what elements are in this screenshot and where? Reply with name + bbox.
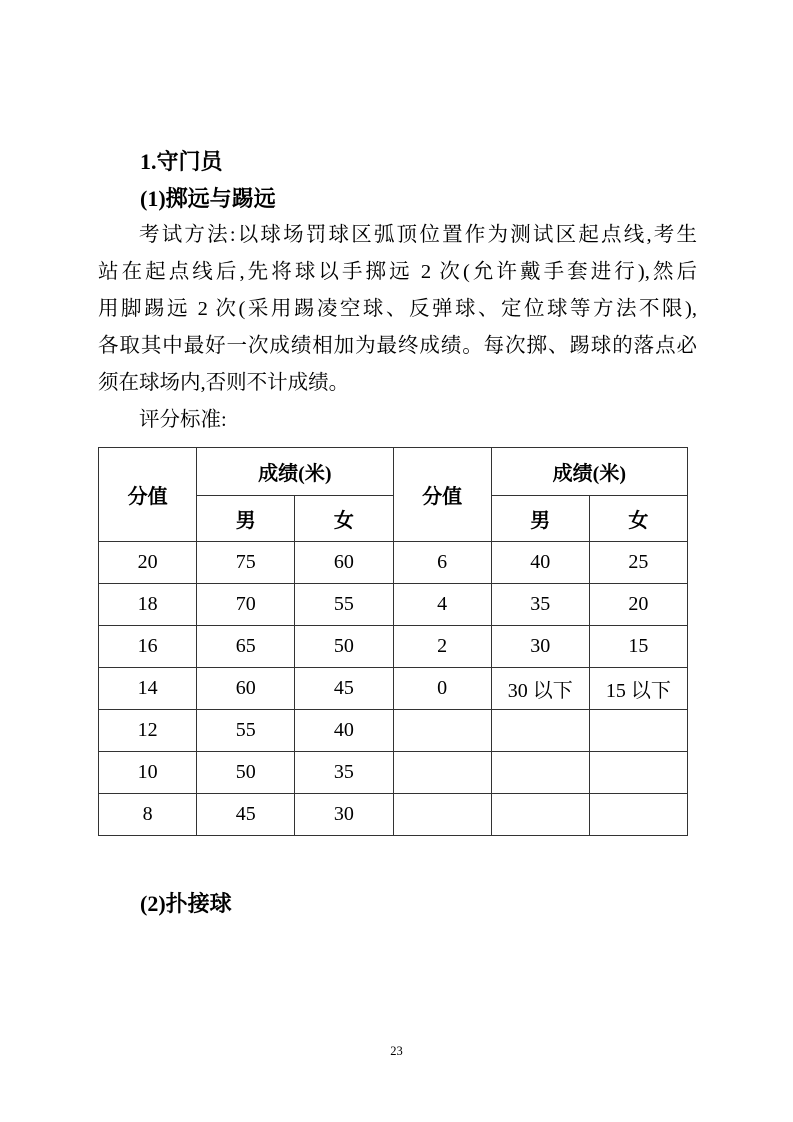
table-cell: 8 [99,794,197,836]
header-cell-male-right: 男 [491,496,589,542]
section-title-goalkeeper: 1.守门员 [140,149,223,174]
table-cell: 50 [197,752,295,794]
table-cell: 4 [393,584,491,626]
table-cell: 60 [197,668,295,710]
table-cell [589,794,687,836]
table-cell: 55 [197,710,295,752]
table-cell: 14 [99,668,197,710]
table-cell: 15 以下 [589,668,687,710]
method-line-3: 用脚踢远 2 次(采用踢凌空球、反弹球、定位球等方法不限), [98,298,697,320]
method-paragraph [98,217,697,402]
table-cell: 75 [197,542,295,584]
table-row [99,626,688,668]
method-line-5: 须在球场内,否则不计成绩。 [98,372,350,394]
header-cell-female-left: 女 [295,496,393,542]
table-cell: 60 [295,542,393,584]
table-header-row-1 [99,448,688,496]
header-cell-result-right: 成绩(米) [491,448,687,496]
header-cell-male-left: 男 [197,496,295,542]
table-cell [491,710,589,752]
table-cell: 2 [393,626,491,668]
table-cell: 55 [295,584,393,626]
page-number: 23 [390,1044,403,1058]
table-cell: 16 [99,626,197,668]
table-cell: 40 [295,710,393,752]
header-cell-score-right: 分值 [393,448,491,542]
scoring-table [98,447,688,836]
table-row [99,668,688,710]
table-cell: 12 [99,710,197,752]
table-cell: 18 [99,584,197,626]
table-cell: 70 [197,584,295,626]
standards-label: 评分标准: [139,409,227,431]
method-line-4: 各取其中最好一次成绩相加为最终成绩。每次掷、踢球的落点必 [98,335,697,357]
table-cell [491,752,589,794]
table-row [99,794,688,836]
table-cell: 35 [491,584,589,626]
table-cell [589,710,687,752]
table-cell: 35 [295,752,393,794]
table-cell [393,752,491,794]
table-cell: 10 [99,752,197,794]
table-cell: 20 [589,584,687,626]
table-cell: 6 [393,542,491,584]
table-cell [491,794,589,836]
method-line-2: 站在起点线后,先将球以手掷远 2 次(允许戴手套进行),然后 [98,261,697,283]
table-cell: 45 [295,668,393,710]
header-cell-score-left: 分值 [99,448,197,542]
table-cell: 15 [589,626,687,668]
table-cell: 30 [491,626,589,668]
table-cell: 45 [197,794,295,836]
header-cell-female-right: 女 [589,496,687,542]
table-cell: 20 [99,542,197,584]
subsection-title-catch: (2)扑接球 [140,891,232,916]
table-cell [393,710,491,752]
table-row [99,542,688,584]
header-cell-result-left: 成绩(米) [197,448,393,496]
table-cell: 30 [295,794,393,836]
method-line-1: 考试方法:以球场罚球区弧顶位置作为测试区起点线,考生 [139,224,697,246]
table-row [99,584,688,626]
table-row [99,710,688,752]
table-cell: 40 [491,542,589,584]
table-cell: 25 [589,542,687,584]
table-cell: 0 [393,668,491,710]
table-cell [589,752,687,794]
table-row [99,752,688,794]
table-cell: 65 [197,626,295,668]
table-cell [393,794,491,836]
table-cell: 50 [295,626,393,668]
subsection-title-throw-kick: (1)掷远与踢远 [140,186,276,211]
table-cell: 30 以下 [491,668,589,710]
